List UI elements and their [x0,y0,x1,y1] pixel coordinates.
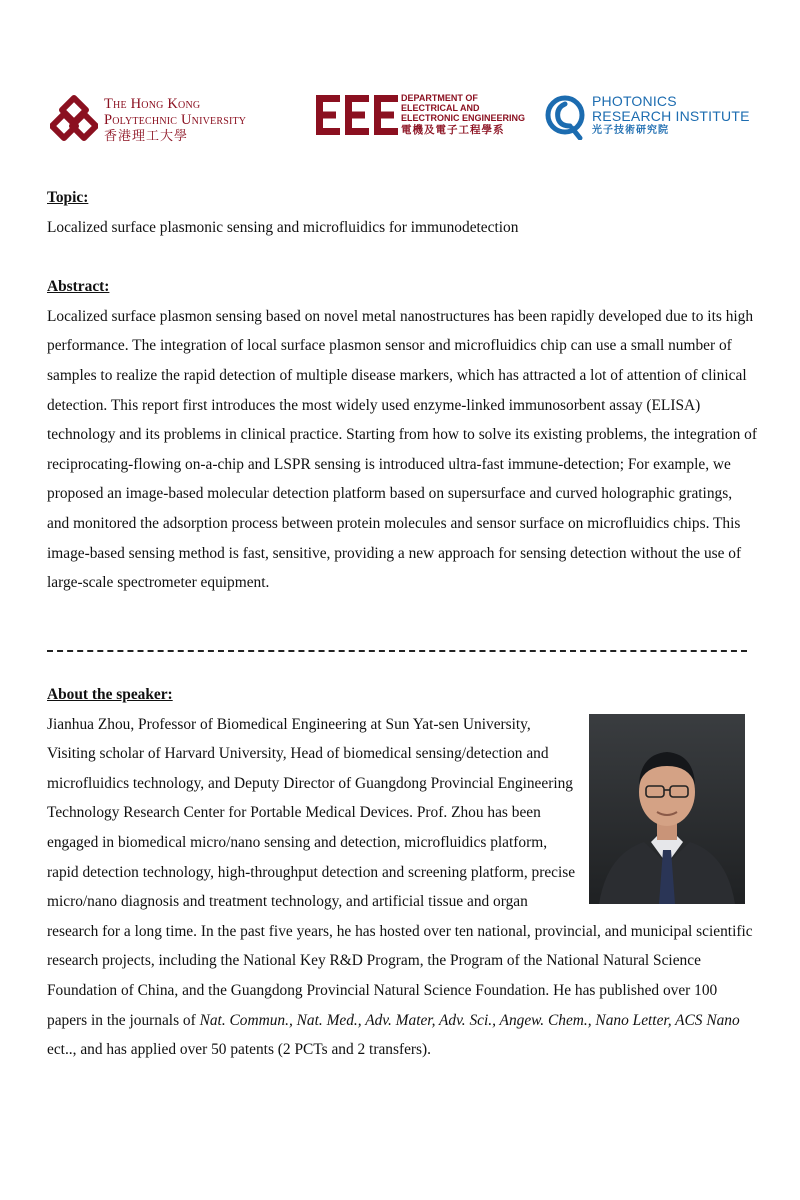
header-logos [50,88,750,148]
topic-heading: Topic: [47,189,89,206]
eee-name-line3: ELECTRONIC ENGINEERING [401,113,526,123]
speaker-bio-end: ect.., and has applied over 50 patents (2 PCTs and 2 transfers). [47,1041,432,1059]
topic-text: Localized surface plasmonic sensing and microfluidics for immunodetection [47,218,519,236]
photonics-name-line1: PHOTONICS [592,93,677,109]
abstract-text: Localized surface plasmon sensing based on novel metal nanostructures has been rapidly developed due to its high performance. The integration of local surface plasmon sensor and microfluidics chip can use a small number of samples to realize the rapid detection of multiple disease markers, which has attracted a lot of attention of clinical detection. This report first introduces the most widely used enzyme-linked immunosorbent assay (ELISA) technology and its problems in clinical practice. Starting from how to solve its existing problems, the integration of reciprocating-flowing on-a-chip and LSPR sensing is introduced ultra-fast immune-detection; For example, we proposed an image-based molecular detection platform based on supersurface and curved holographic gratings, and monitored the adsorption process between protein molecules and sensor surface on microfluidics chips. This image-based sensing method is fast, sensitive, providing a new approach for sensing detection without the use of large-scale spectrometer equipment. [47,307,757,592]
speaker-section [47,680,757,1065]
speaker-bio-main: Jianhua Zhou, Professor of Biomedical Engineering at Sun Yat-sen University, Visiting scholar of Harvard University, Head of biomedical sensing/detection and microfluidics technology, and Deputy Director of Guangdong Provincial Engineering Technology Research Center for Portable Medical Devices. Prof. Zhou has been engaged in biomedical micro/nano sensing and detection, microfluidics platform, rapid detection technology, high-throughput detection and screening platform, precise micro/nano diagnosis and treatment technology, and artificial tissue and organ research for a long time. In the past five years, he has hosted over ten national, provincial, and municipal scientific research projects, including the National Key R&D Program, the Program of the National Natural Science Foundation of China, and the Guangdong Provincial Natural Science Foundation. He has published over 100 papers in the journals of [47,715,753,1029]
eee-name-line1: DEPARTMENT OF [401,93,478,103]
polyu-logo [50,92,315,144]
speaker-journals: Nat. Commun., Nat. Med., Adv. Mater, Adv. Sci., Angew. Chem., Nano Letter, ACS Nano [199,1011,740,1029]
eee-emblem-icon [316,95,398,135]
polyu-name-chinese: 香港理工大學 [104,128,189,143]
eee-name-chinese: 電機及電子工程學系 [401,124,505,136]
eee-logo [316,92,542,144]
photonics-name-line2: RESEARCH INSTITUTE [592,108,750,124]
polyu-emblem-icon [50,94,98,142]
polyu-name-line2: Polytechnic University [104,112,247,128]
main-content [47,183,757,598]
speaker-photo [589,714,745,904]
speaker-heading: About the speaker: [47,686,173,703]
section-divider [47,650,747,652]
photonics-name-chinese: 光子技術研究院 [592,125,669,136]
eee-name-line2: ELECTRICAL AND [401,103,480,113]
polyu-name-line1: The Hong Kong [104,96,201,112]
photonics-emblem-icon [544,94,586,140]
abstract-heading: Abstract: [47,278,110,296]
photonics-logo [544,94,750,144]
